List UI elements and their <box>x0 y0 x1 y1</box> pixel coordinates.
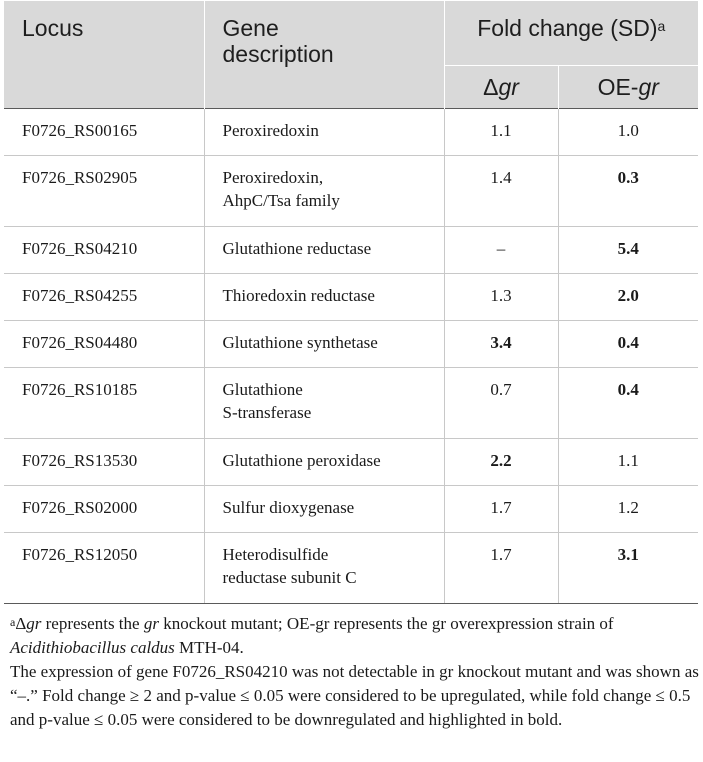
cell-oe-gr: 1.1 <box>558 438 698 485</box>
cell-oe-gr: 0.3 <box>558 155 698 226</box>
cell-gene-description <box>204 367 444 438</box>
cell-gene-line1: Glutathione reductase <box>222 238 372 258</box>
cell-gene-line1: Glutathione peroxidase <box>222 450 381 470</box>
cell-locus: F0726_RS04255 <box>4 273 204 320</box>
cell-delta-gr: 1.3 <box>444 273 558 320</box>
table-row <box>4 226 698 273</box>
cell-delta-gr: 1.7 <box>444 532 558 603</box>
fold-change-table <box>4 1 698 604</box>
footnote-gr2: gr <box>143 614 159 633</box>
cell-gene-line1: Thioredoxin reductase <box>222 285 375 305</box>
cell-delta-gr: 1.7 <box>444 485 558 532</box>
cell-gene-line1: Peroxiredoxin, <box>222 167 324 187</box>
table-row <box>4 155 698 226</box>
cell-gene-description <box>204 226 444 273</box>
cell-gene-line1: Sulfur dioxygenase <box>222 497 355 517</box>
cell-locus: F0726_RS02000 <box>4 485 204 532</box>
table-row <box>4 485 698 532</box>
table-row <box>4 320 698 367</box>
cell-oe-gr: 1.2 <box>558 485 698 532</box>
cell-gene-description <box>204 320 444 367</box>
footnote-delta: Δ <box>15 614 27 633</box>
table-row <box>4 367 698 438</box>
table-row <box>4 532 698 603</box>
cell-gene-description <box>204 485 444 532</box>
cell-locus: F0726_RS10185 <box>4 367 204 438</box>
cell-delta-gr: 0.7 <box>444 367 558 438</box>
header-locus-label: Locus <box>22 15 84 41</box>
header-oe-prefix: OE- <box>597 73 639 100</box>
header-delta-symbol: Δ <box>483 73 499 100</box>
cell-gene-description <box>204 108 444 155</box>
header-oe-gr-label: gr <box>638 73 659 100</box>
cell-gene-line1: Heterodisulfide <box>222 544 329 564</box>
cell-gene-line2: AhpC/Tsa family <box>222 190 340 210</box>
cell-gene-description <box>204 155 444 226</box>
cell-oe-gr: 1.0 <box>558 108 698 155</box>
header-fold-change-label: Fold change (SD) <box>477 15 658 41</box>
header-gene-line1: Gene <box>222 15 279 41</box>
header-oe-gr <box>558 65 698 108</box>
cell-locus: F0726_RS04210 <box>4 226 204 273</box>
header-gene-line2: description <box>222 41 334 67</box>
cell-locus: F0726_RS12050 <box>4 532 204 603</box>
footnote-sup: a <box>10 615 16 629</box>
cell-gene-line1: Peroxiredoxin <box>222 120 319 140</box>
cell-locus: F0726_RS00165 <box>4 108 204 155</box>
footnote-species: Acidithiobacillus caldus <box>10 638 175 657</box>
cell-oe-gr: 0.4 <box>558 367 698 438</box>
header-fold-change-sup: a <box>657 18 666 34</box>
footnote-gr: gr <box>26 614 42 633</box>
cell-delta-gr: 1.4 <box>444 155 558 226</box>
cell-locus: F0726_RS02905 <box>4 155 204 226</box>
cell-gene-description <box>204 532 444 603</box>
header-delta-gr-label: gr <box>498 73 519 100</box>
cell-gene-line1: Glutathione <box>222 379 303 399</box>
table-row <box>4 438 698 485</box>
cell-locus: F0726_RS04480 <box>4 320 204 367</box>
cell-delta-gr: 2.2 <box>444 438 558 485</box>
cell-gene-description <box>204 438 444 485</box>
cell-gene-line2: S-transferase <box>222 402 312 422</box>
cell-delta-gr: – <box>444 226 558 273</box>
header-gene-description <box>204 1 444 108</box>
cell-oe-gr: 3.1 <box>558 532 698 603</box>
cell-gene-line1: Glutathione synthetase <box>222 332 378 352</box>
cell-delta-gr: 3.4 <box>444 320 558 367</box>
header-fold-change <box>444 1 698 65</box>
table-row <box>4 273 698 320</box>
cell-oe-gr: 0.4 <box>558 320 698 367</box>
header-delta-gr <box>444 65 558 108</box>
cell-gene-line2: reductase subunit C <box>222 567 357 587</box>
footnote-a <box>10 612 700 660</box>
header-locus <box>4 1 204 108</box>
cell-oe-gr: 2.0 <box>558 273 698 320</box>
cell-oe-gr: 5.4 <box>558 226 698 273</box>
cell-gene-description <box>204 273 444 320</box>
footnote-part2: knockout mutant; OE-gr represents the gr overexpression strain of <box>158 614 614 633</box>
footnote-part1: represents the <box>41 614 144 633</box>
cell-locus: F0726_RS13530 <box>4 438 204 485</box>
cell-delta-gr: 1.1 <box>444 108 558 155</box>
table-footnotes <box>10 612 700 732</box>
footnote-note2: The expression of gene F0726_RS04210 was not detectable in gr knockout mutant and was shown as “–.” Fold change ≥ 2 and p-value ≤ 0.05 were considered to be upregulated, while fold change ≤ 0.5 and p-value ≤ 0.05 were considered to be downregulated and highlighted in bold. <box>10 662 699 729</box>
footnote-part3: MTH-04. <box>174 638 244 657</box>
table-row <box>4 108 698 155</box>
